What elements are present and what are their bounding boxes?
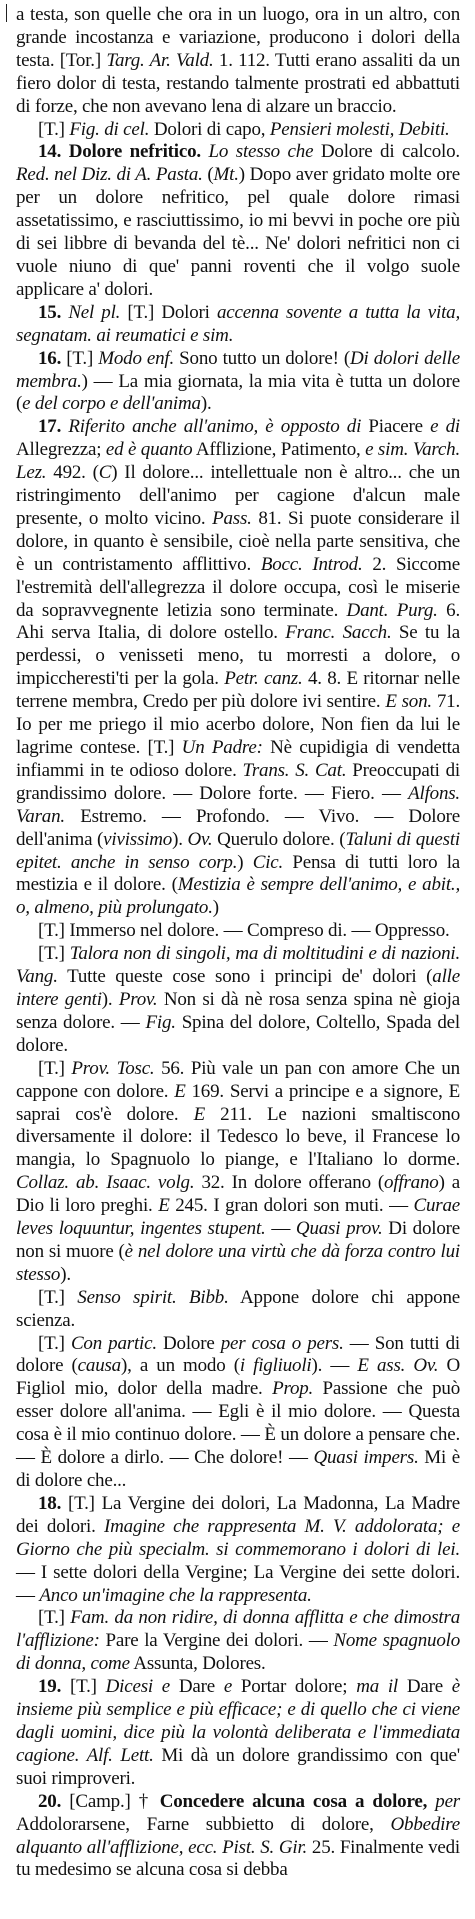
- italic-text: Ov.: [187, 828, 213, 850]
- entry-paragraph: [16, 1333, 460, 1493]
- italic-text: e del corpo e dell'anima: [22, 393, 201, 415]
- body-text: 245. I gran dolori son muti. —: [169, 1195, 414, 1217]
- italic-text: Di dolori delle membra.: [16, 347, 460, 392]
- italic-text: Prov. Tosc.: [71, 1057, 155, 1079]
- italic-text: per cosa o pers.: [220, 1332, 344, 1354]
- italic-text: per: [435, 1790, 460, 1812]
- body-text: 211. Le nazioni smaltiscono diversamente il dolore: il Tedesco lo beve, il Francese lo mangia, lo Spagnuolo lo piange, e l'Italiano lo dorme.: [16, 1103, 461, 1171]
- body-text: 25. Finalmente vedi tu medesimo se alcuna cosa si debba: [16, 1836, 460, 1881]
- body-text: Dolore: [156, 1332, 221, 1354]
- italic-text: Dicesi e: [105, 1676, 171, 1698]
- italic-text: Fig. di cel.: [69, 118, 150, 140]
- italic-text: Lo stesso che: [208, 141, 314, 163]
- body-text: (: [202, 164, 214, 186]
- entry-heading-text: 15.: [38, 301, 62, 323]
- body-text: Appone dolore chi appone scienza.: [16, 1286, 460, 1331]
- italic-text: Nome spagnuolo di donna, come: [16, 1630, 460, 1675]
- body-text: [T.] Immerso nel dolore. — Compreso di. — Oppresso.: [38, 920, 450, 942]
- body-text: Afflizione, Patimento,: [192, 439, 366, 461]
- italic-text: Senso spirit. Bibb.: [77, 1286, 229, 1308]
- body-text: Piacere: [361, 416, 431, 438]
- italic-text: causa: [77, 1355, 121, 1377]
- entry-paragraph: [16, 348, 460, 417]
- italic-text: è insieme più semplice e più efficace; e di quello che ci viene dagli uomini, dice più la volontà deliberata e l'immediata cagione. Alf. Lett.: [16, 1676, 461, 1766]
- body-text: Dare: [170, 1676, 224, 1698]
- italic-text: Nel pl.: [68, 301, 121, 323]
- body-text: Allegrezza;: [16, 439, 106, 461]
- body-text: [T.]: [38, 1057, 72, 1079]
- italic-text: Un Padre:: [181, 737, 263, 758]
- body-text: 1. 112. Tutti erano assaliti da un fiero dolor di testa, restando talmente prostrati ed abbattuti di forze, che non avevano lena di alzare un braccio.: [16, 49, 461, 117]
- entry-paragraph: [16, 1676, 460, 1791]
- italic-text: Pensieri molesti, Debiti.: [269, 118, 450, 140]
- body-text: Pare la Vergine dei dolori. —: [99, 1630, 334, 1652]
- italic-text: Talora non di singoli, ma di moltitudini e di nazioni. Vang.: [16, 943, 460, 988]
- body-text: [T.]: [38, 1286, 78, 1308]
- body-text: Tutte queste cose sono i principi de' dolori (: [57, 966, 433, 988]
- body-text: Dare: [398, 1676, 452, 1698]
- italic-text: Fam. da non ridire, di donna afflitta e che dimostra l'afflizione:: [16, 1607, 460, 1652]
- body-text: 2. Siccome l'estremità dell'allegrezza il dolore occupa, così le miserie da sopravvegnente letizia sono terminate.: [16, 553, 460, 621]
- italic-text: alle intere genti: [16, 966, 460, 1010]
- italic-text: Collaz. ab. Isaac. volg.: [16, 1172, 195, 1194]
- body-text: Non si dà nè rosa senza spina nè gioja senza dolore. —: [16, 988, 460, 1033]
- italic-text: e: [223, 1676, 233, 1698]
- body-text: Sono tutto un dolore! (: [174, 347, 350, 369]
- italic-text: Alfons. Varan.: [16, 782, 460, 827]
- body-text: [T.]: [38, 943, 70, 965]
- body-text: 81. Si puote considerare il dolore, in quanto è sensibile, cioè nella parte sensitiva, che è un contristamento afflittivo.: [16, 507, 460, 575]
- italic-text: Anco un'imagine che la rappresenta.: [39, 1584, 312, 1606]
- entry-paragraph: [16, 1287, 460, 1333]
- entry-paragraph: [16, 1493, 460, 1608]
- italic-text: ed è quanto: [105, 439, 193, 461]
- entry-paragraph: [16, 4, 460, 119]
- body-text: Mi dà un dolore grandissimo con que' suoi rimproveri.: [16, 1744, 460, 1789]
- entry-paragraph: [16, 943, 460, 1058]
- entry-heading-text: 18.: [38, 1492, 62, 1514]
- italic-text: accenna sovente a tutta la vita, segnatam. ai reumatici e sim.: [16, 301, 461, 346]
- body-text: Di dolore non si muore (: [16, 1218, 461, 1262]
- body-text: Passione che può esser dolore all'anima. — Egli è il mio dolore. — Questa cosa è il mio continuo dolore. — È un dolore a pensare che. — È dolore a dirlo. — Che dolore! —: [16, 1378, 461, 1469]
- entry-heading-text: Concedere alcuna cosa a dolore,: [159, 1790, 428, 1812]
- entry-heading-text: 17.: [38, 416, 62, 438]
- body-text: ).: [172, 828, 188, 850]
- italic-text: E ass. Ov.: [357, 1355, 439, 1377]
- body-text: Estremo. — Profondo. — Vivo. — Dolore dell'anima (: [16, 805, 460, 850]
- italic-text: Obbedire alquanto all'afflizione, ecc. Pist. S. Gir.: [16, 1813, 460, 1858]
- italic-text: E: [174, 1080, 186, 1102]
- body-text: [T.] La Vergine dei dolori, La Madonna, La Madre dei dolori.: [16, 1492, 460, 1537]
- italic-text: Taluni di questi epitet. anche in senso corp.: [16, 828, 460, 873]
- italic-text: C: [98, 462, 112, 484]
- body-text: [201, 141, 209, 162]
- body-text: 169. Servi a principe e a signore, E saprai cos'è dolore.: [16, 1080, 460, 1125]
- body-text: Nè cupidigia di vendetta infiammi in te odioso dolore.: [16, 737, 460, 781]
- body-text: ) Il dolore... intellettuale non è altro... che un ristringimento dell'animo per cagione d'alcun male presente, o molto vicino.: [16, 462, 460, 529]
- italic-text: Trans. S. Cat.: [242, 759, 347, 781]
- italic-text: Modo enf.: [98, 347, 175, 369]
- entry-paragraph: [16, 1791, 460, 1883]
- body-text: ) — La mia giornata, la mia vita è tutta un dolore (: [16, 370, 460, 415]
- body-text: 4. 8. E ritornar nelle terrene membra, Credo per più dolore ivi sentire.: [16, 668, 460, 713]
- body-text: — I sette dolori della Vergine; La Vergine dei sette dolori. —: [16, 1561, 460, 1606]
- dictionary-entry-text: [16, 4, 460, 1882]
- body-text: ).: [101, 988, 119, 1010]
- italic-text: e sim. Varch. Lez.: [16, 439, 460, 484]
- body-text: Spina del dolore, Coltello, Spada del dolore.: [16, 1011, 460, 1056]
- italic-text: E: [158, 1195, 170, 1217]
- body-text: Se tu la perdessi, o venisseti meno, tu morresti a dolore, o impiccheresti'ti per la gola.: [16, 622, 460, 690]
- body-text: ).: [200, 393, 212, 415]
- body-text: [Camp.] †: [61, 1790, 160, 1812]
- body-text: ).: [60, 1263, 71, 1285]
- italic-text: vivissimo: [103, 828, 173, 850]
- italic-text: Prov.: [118, 988, 158, 1010]
- body-text: O Figliol mio, dolor della madre.: [16, 1355, 460, 1400]
- body-text: Dolori di capo,: [149, 118, 270, 140]
- body-text: [T.]: [38, 118, 70, 140]
- body-text: Mi è di dolore che...: [16, 1447, 461, 1491]
- body-text: Addolorarsene, Farne subbietto di dolore,: [16, 1813, 391, 1835]
- body-text: — Son tutti di dolore (: [16, 1332, 460, 1377]
- entry-paragraph: [16, 1058, 460, 1287]
- italic-text: Red. nel Diz. di A. Pasta.: [16, 164, 203, 186]
- italic-text: Dant. Purg.: [346, 599, 438, 621]
- entry-paragraph: [16, 302, 460, 348]
- body-text: 32. In dolore offerano (: [194, 1172, 385, 1194]
- body-text: ): [237, 851, 253, 873]
- italic-text: Targ. Ar. Vald.: [106, 49, 214, 71]
- entry-paragraph: [16, 920, 460, 943]
- italic-text: Mestizia è sempre dell'animo, e abit., o, almeno, più prolungato.: [16, 874, 460, 919]
- entry-paragraph: [16, 119, 460, 142]
- body-text: Querulo dolore. (: [212, 828, 346, 850]
- italic-text: Cic.: [252, 851, 284, 873]
- body-text: [T.]: [61, 1676, 106, 1698]
- body-text: ) Dopo aver gridato molte ore per un dolore nefritico, pel quale dolore rimasi assetatissimo, e rasciuttissimo, io mi bevvi in poche ore più di sei libbre di bevanda del tè... Ne' dolori nefritici non ci vuole niuno di que' panni roventi che il volgo suole applicare a' dolori.: [16, 164, 460, 300]
- italic-text: è nel dolore una virtù che dà forza contro lui stesso: [16, 1240, 460, 1285]
- column-rule: [6, 4, 7, 22]
- italic-text: e di: [430, 416, 460, 438]
- body-text: [T.]: [38, 1607, 71, 1629]
- italic-text: offrano: [384, 1172, 439, 1194]
- italic-text: Prop.: [272, 1378, 314, 1400]
- body-text: Dolore di calcolo.: [313, 141, 460, 163]
- entry-heading-text: 16.: [38, 347, 62, 369]
- italic-text: Bocc. Introd.: [260, 553, 363, 575]
- body-text: Pensa di tutti loro la mestizia e il dolore. (: [16, 851, 461, 896]
- body-text: 71. Io per me priego il mio acerbo dolore, Non fien da lui le lagrime contese. [T.]: [16, 691, 460, 758]
- italic-text: Franc. Sacch.: [285, 622, 392, 644]
- body-text: Assunta, Dolores.: [129, 1653, 266, 1675]
- italic-text: Imagine che rappresenta M. V. addolorata; e Giorno che più specialm. si commemorano i dolori di lei.: [16, 1515, 460, 1560]
- body-text: [T.]: [38, 1332, 71, 1354]
- italic-text: Quasi prov.: [295, 1218, 383, 1240]
- body-text: ): [212, 897, 219, 919]
- italic-text: Petr. canz.: [224, 668, 303, 690]
- body-text: [T.]: [61, 347, 99, 369]
- entry-paragraph: [16, 416, 460, 920]
- italic-text: ma il: [356, 1676, 398, 1698]
- body-text: [T.] Dolori: [120, 301, 217, 323]
- italic-text: Curae leves loquuntur, ingentes stupent.: [16, 1195, 461, 1240]
- body-text: 492. (: [46, 462, 99, 484]
- body-text: 56. Più vale un pan con amore Che un cappone con dolore.: [16, 1057, 460, 1102]
- body-text: a testa, son quelle che ora in un luogo, ora in un altro, con grande incostanza e variazione, producono i dolori della testa. [Tor.]: [16, 4, 460, 71]
- italic-text: E: [193, 1103, 206, 1125]
- entry-heading-text: 19.: [38, 1676, 62, 1698]
- italic-text: Riferito anche all'animo, è opposto di: [68, 416, 362, 438]
- italic-text: Mt.: [213, 164, 239, 186]
- italic-text: i figliuoli: [239, 1355, 312, 1377]
- italic-text: Quasi impers.: [313, 1447, 419, 1469]
- body-text: Preoccupati di grandissimo dolore. — Dolore forte. — Fiero. —: [16, 759, 460, 804]
- body-text: —: [265, 1218, 296, 1240]
- italic-text: Pass.: [212, 507, 252, 529]
- body-text: ). —: [311, 1355, 358, 1377]
- body-text: ) a Dio li loro preghi.: [16, 1172, 460, 1217]
- body-text: Portar dolore;: [232, 1676, 357, 1698]
- body-text: ), a un modo (: [120, 1355, 240, 1377]
- italic-text: E son.: [385, 691, 432, 713]
- body-text: 6. Ahi serva Italia, di dolore ostello.: [16, 599, 460, 644]
- entry-paragraph: [16, 141, 460, 301]
- entry-paragraph: [16, 1607, 460, 1676]
- entry-heading-text: 20.: [38, 1790, 62, 1812]
- entry-heading-text: 14. Dolore nefritico.: [38, 141, 201, 163]
- italic-text: Con partic.: [70, 1332, 157, 1354]
- italic-text: Fig.: [145, 1011, 176, 1033]
